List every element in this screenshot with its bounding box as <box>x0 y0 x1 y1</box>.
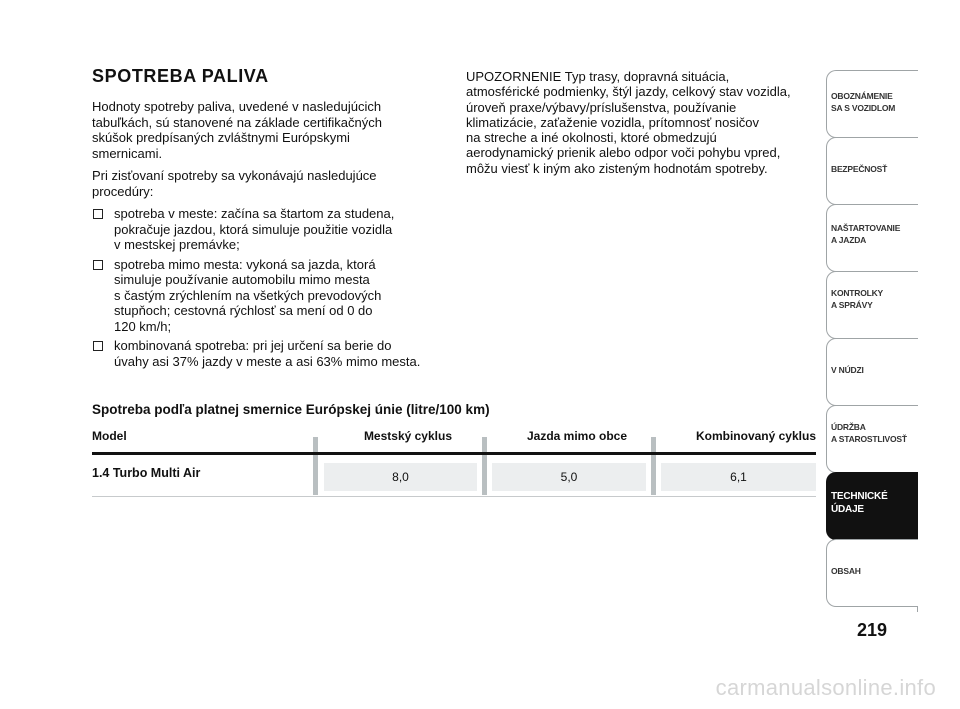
tab-label: SA S VOZIDLOM <box>831 103 896 113</box>
bullet-line: stupňoch; cestovná rýchlosť sa mení od 0 do <box>114 303 373 318</box>
checkbox-bullet-icon <box>93 209 103 219</box>
fuel-consumption-section <box>92 66 452 373</box>
tab-technicke-udaje[interactable] <box>826 472 918 540</box>
intro-line: skúšok predpísaných zvláštnymi Európskymi <box>92 130 350 145</box>
tab-nastartovanie[interactable] <box>826 204 918 272</box>
tab-label: A SPRÁVY <box>831 300 873 310</box>
header-combined-cycle: Kombinovaný cyklus <box>695 429 816 443</box>
warning-line: na streche a iné okolnosti, ktoré obmedzujú <box>466 130 717 146</box>
checkbox-bullet-icon <box>93 341 103 351</box>
cell-combined-value: 6,1 <box>661 463 816 491</box>
tab-label: KONTROLKY <box>831 288 884 298</box>
table-row-model: 1.4 Turbo Multi Air <box>92 466 201 480</box>
procedures-line: Pri zisťovaní spotreby sa vykonávajú nasledujúce <box>92 168 377 183</box>
bullet-line: kombinovaná spotreba: pri jej určení sa berie do <box>114 338 392 353</box>
page-number: 219 <box>856 620 888 640</box>
tab-label: ÚDRŽBA <box>831 422 866 432</box>
tab-label: NAŠTARTOVANIE <box>831 223 901 233</box>
bullet-line: 120 km/h; <box>114 318 172 334</box>
column-divider <box>482 437 487 495</box>
list-item <box>92 338 452 369</box>
tab-label: TECHNICKÉ <box>831 491 888 502</box>
bullet-line: spotreba mimo mesta: vykoná sa jazda, ktorá <box>114 256 376 272</box>
intro-line: smernicami. <box>92 145 163 161</box>
intro-line: Hodnoty spotreby paliva, uvedené v nasledujúcich <box>92 99 382 114</box>
consumption-table <box>92 402 816 449</box>
header-city-cycle: Mestský cyklus <box>363 429 452 443</box>
bullet-line: spotreba v meste: začína sa štartom za studena, <box>114 206 395 221</box>
header-model: Model <box>92 429 127 443</box>
tab-label: A STAROSTLIVOSŤ <box>831 434 907 444</box>
table-bottom-rule <box>92 496 816 497</box>
tab-label: A JAZDA <box>831 235 867 245</box>
chapter-tabs <box>826 70 918 607</box>
table-header-row <box>92 429 816 449</box>
tab-udrzba[interactable] <box>826 405 918 473</box>
tab-obsah[interactable] <box>826 539 918 607</box>
table-title: Spotreba podľa platnej smernice Európskej únie (litre/100 km) <box>92 402 490 417</box>
bullet-line: v mestskej premávke; <box>114 237 240 252</box>
tab-bezpecnost[interactable] <box>826 137 918 205</box>
list-item <box>92 257 452 335</box>
header-rule <box>92 452 816 455</box>
warning-line: úroveň praxe/výbavy/príslušenstva, používanie <box>466 99 737 115</box>
watermark-text: carmanualsonline.info <box>715 675 936 700</box>
warning-line: aerodynamický prienik alebo odpor voči pohybu vpred, <box>466 145 781 161</box>
bullet-line: s častým zrýchlením na všetkých prevodových <box>114 287 382 303</box>
column-divider <box>313 437 318 495</box>
bullet-line: simuluje používanie automobilu mimo mesta <box>114 272 370 287</box>
warning-line: môžu viesť k iným ako zisteným hodnotám spotreby. <box>466 160 768 176</box>
column-divider <box>651 437 656 495</box>
cell-extra-urban-value: 5,0 <box>492 463 646 491</box>
tab-v-nudzi[interactable] <box>826 338 918 406</box>
list-item <box>92 206 452 253</box>
tab-label: ÚDAJE <box>831 504 864 515</box>
tab-label: BEZPEČNOSŤ <box>831 164 888 174</box>
warning-line: klimatizácie, zaťaženie vozidla, prítomnosť nosičov <box>466 114 759 130</box>
header-extra-urban: Jazda mimo obce <box>526 429 627 443</box>
checkbox-bullet-icon <box>93 260 103 270</box>
intro-line: tabuľkách, sú stanovené na základe certifikačných <box>92 114 382 130</box>
tab-label: OBSAH <box>831 566 861 576</box>
procedures-list <box>92 206 452 369</box>
intro-paragraph <box>92 99 452 161</box>
tab-kontrolky[interactable] <box>826 271 918 339</box>
procedures-paragraph <box>92 168 452 199</box>
warning-line: UPOZORNENIE Typ trasy, dopravná situácia, <box>466 69 730 84</box>
warning-note <box>466 69 818 176</box>
warning-text <box>466 69 818 176</box>
procedures-line: procedúry: <box>92 183 154 199</box>
bullet-line: úvahy asi 37% jazdy v meste a asi 63% mimo mesta. <box>114 353 421 369</box>
tab-label: V NÚDZI <box>831 365 864 375</box>
cell-city-value: 8,0 <box>324 463 477 491</box>
section-title: SPOTREBA PALIVA <box>92 66 269 86</box>
warning-line: atmosférické podmienky, štýl jazdy, celkový stav vozidla, <box>466 84 791 100</box>
tab-oboznamenie[interactable] <box>826 70 918 138</box>
tab-label: OBOZNÁMENIE <box>831 91 893 101</box>
bullet-line: pokračuje jazdou, ktorá simuluje použitie vozidla <box>114 221 393 237</box>
